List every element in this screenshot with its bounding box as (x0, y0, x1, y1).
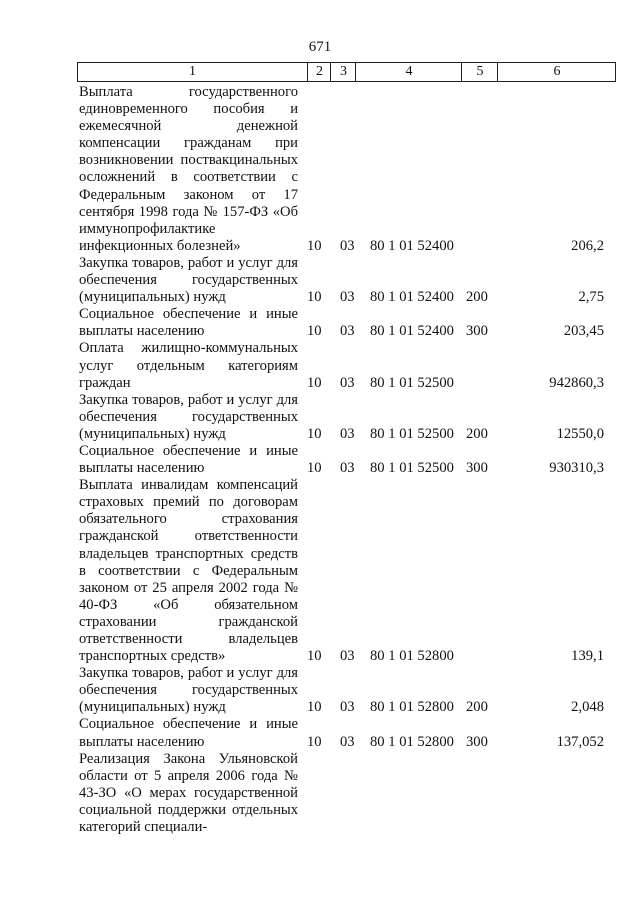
table-row (0, 306, 640, 340)
header-col-4: 4 (355, 63, 462, 81)
row-target-article: 80 1 01 52400 (370, 237, 454, 254)
row-target-article: 80 1 01 52800 (370, 648, 454, 665)
row-amount: 206,2 (571, 237, 604, 254)
table-row (0, 751, 640, 836)
row-section: 10 (307, 425, 322, 442)
table-row (0, 443, 640, 477)
row-amount: 12550,0 (556, 425, 604, 442)
row-section: 10 (307, 374, 322, 391)
row-amount: 930310,3 (549, 460, 604, 477)
table-row (0, 84, 640, 255)
row-section: 10 (307, 733, 322, 750)
row-target-article: 80 1 01 52400 (370, 289, 454, 306)
row-amount: 2,048 (571, 699, 604, 716)
table-header (77, 62, 616, 82)
row-section: 10 (307, 237, 322, 254)
table-row (0, 340, 640, 391)
header-col-3: 3 (330, 63, 356, 81)
header-col-6: 6 (497, 63, 616, 81)
row-description: Закупка товаров, работ и услуг для обеспечения государственных (муниципальных) нужд (79, 665, 298, 716)
row-target-article: 80 1 01 52800 (370, 733, 454, 750)
row-description: Социальное обеспечение и иные выплаты населению (79, 716, 298, 750)
table-row (0, 716, 640, 750)
row-description: Закупка товаров, работ и услуг для обеспечения государственных (муниципальных) нужд (79, 254, 298, 306)
row-description: Социальное обеспечение и иные выплаты населению (79, 306, 298, 340)
row-section: 10 (307, 648, 322, 665)
row-description: Закупка товаров, работ и услуг для обеспечения государственных (муниципальных) нужд (79, 391, 298, 442)
row-subsection: 03 (340, 648, 355, 665)
budget-table (0, 84, 640, 836)
row-amount: 137,052 (556, 733, 604, 750)
row-amount: 139,1 (571, 648, 604, 665)
row-subsection: 03 (340, 237, 355, 254)
row-description: Выплата инвалидам компенсаций страховых премий по договорам обязательного страхования гражданской ответственности владельцев транспортных средств в соответствии с Федеральным законом от 25 апреля 2002 года № 40-ФЗ «Об обязательном страховании гражданской ответственности владельцев транспортных средств» (79, 477, 298, 665)
table-row (0, 665, 640, 716)
row-amount: 942860,3 (549, 374, 604, 391)
row-description: Выплата государственного единовременного пособия и ежемесячной денежной компенсации гражданам при возникновении поствакцинальных осложнений в соответствии с Федеральным законом от 17 сентября 1998 года № 157-ФЗ «Об иммунопрофилактике инфекционных болезней» (79, 84, 298, 254)
header-col-2: 2 (307, 63, 331, 81)
row-expense-type: 300 (466, 733, 488, 750)
row-subsection: 03 (340, 425, 355, 442)
page-number: 671 (308, 39, 332, 55)
row-section: 10 (307, 289, 322, 306)
row-target-article: 80 1 01 52500 (370, 425, 454, 442)
table-row (0, 392, 640, 443)
row-section: 10 (307, 323, 322, 340)
row-amount: 2,75 (578, 289, 604, 306)
header-col-5: 5 (461, 63, 498, 81)
row-subsection: 03 (340, 374, 355, 391)
table-row (0, 255, 640, 306)
header-col-1: 1 (189, 64, 196, 79)
row-description: Социальное обеспечение и иные выплаты населению (79, 442, 298, 477)
row-expense-type: 200 (466, 699, 488, 716)
row-target-article: 80 1 01 52400 (370, 323, 454, 340)
row-expense-type: 300 (466, 460, 488, 477)
row-description: Оплата жилищно-коммунальных услуг отдельным категориям граждан (79, 340, 298, 391)
row-subsection: 03 (340, 733, 355, 750)
row-description: Реализация Закона Ульяновской области от 5 апреля 2006 года № 43-ЗО «О мерах государственной социальной поддержки отдельных категорий специали- (79, 750, 298, 836)
row-expense-type: 200 (466, 289, 488, 306)
row-subsection: 03 (340, 323, 355, 340)
row-target-article: 80 1 01 52500 (370, 460, 454, 477)
table-row (0, 477, 640, 665)
row-subsection: 03 (340, 699, 355, 716)
row-expense-type: 200 (466, 425, 488, 442)
row-section: 10 (307, 460, 322, 477)
row-subsection: 03 (340, 460, 355, 477)
row-amount: 203,45 (563, 323, 604, 340)
row-section: 10 (307, 699, 322, 716)
row-subsection: 03 (340, 289, 355, 306)
row-expense-type: 300 (466, 323, 488, 340)
row-target-article: 80 1 01 52800 (370, 699, 454, 716)
row-target-article: 80 1 01 52500 (370, 374, 454, 391)
